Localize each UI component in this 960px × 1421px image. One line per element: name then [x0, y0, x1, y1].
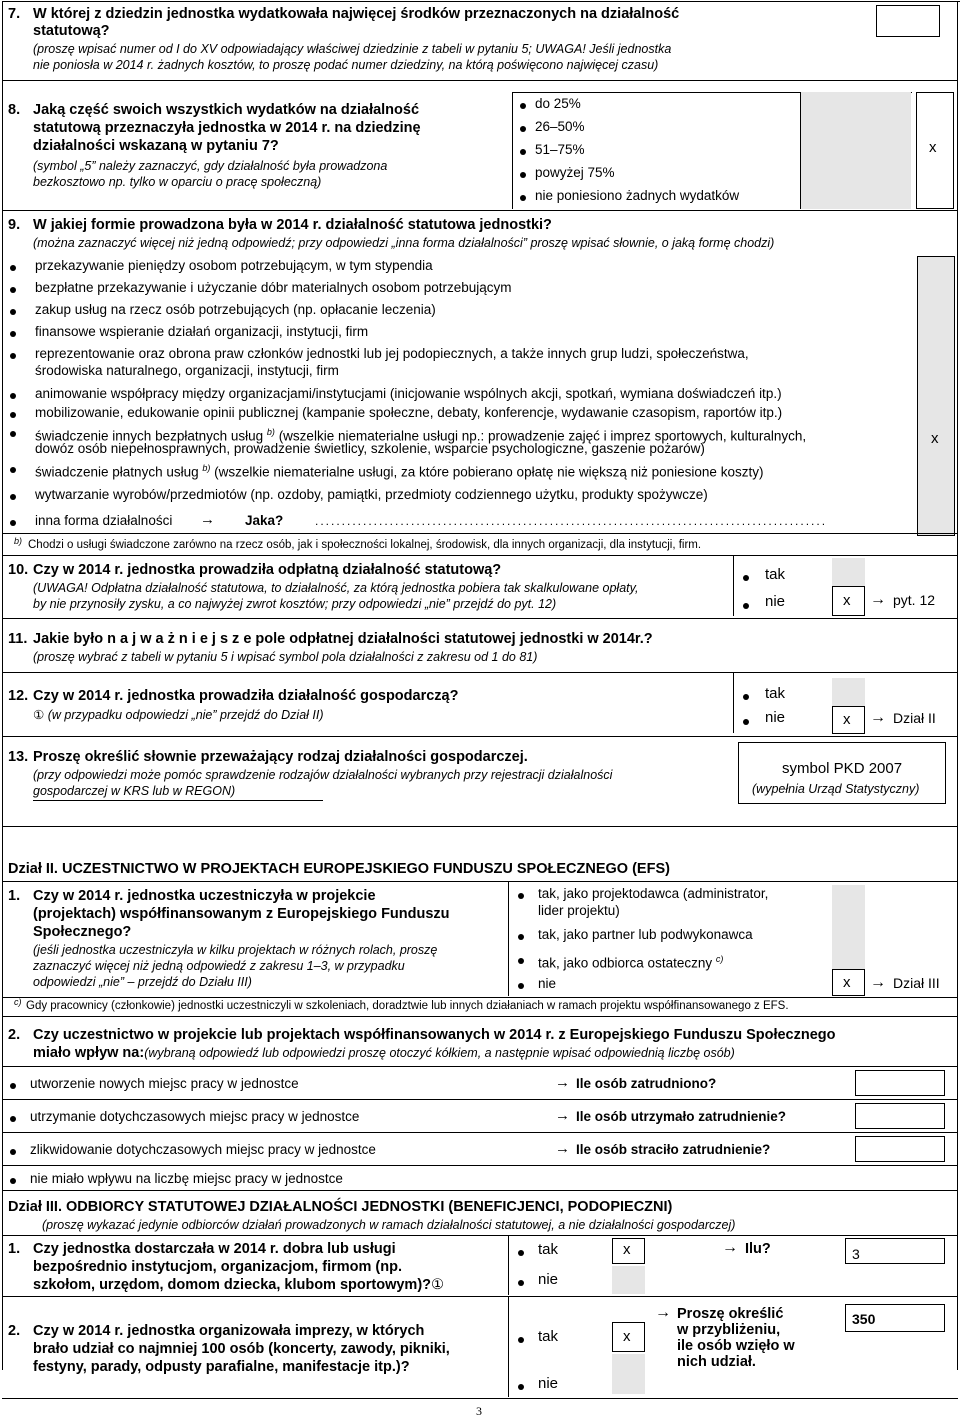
dzial3-q2-x-mark: x: [623, 1328, 631, 1345]
q9-option-label: bezpłatne przekazywanie i użyczanie dóbr materialnych osobom potrzebującym: [35, 280, 512, 295]
q10-yes-label: tak: [765, 566, 786, 583]
q7-answer-box[interactable]: [876, 5, 940, 37]
dzial2-q1-title-cont: (projektach) współfinansowanym z Europejskiego Funduszu: [33, 906, 450, 922]
dzial2-q2-option-label: utrzymanie dotychczasowych miejsc pracy w jednostce: [30, 1109, 360, 1124]
arrow-right-icon: →: [555, 1107, 570, 1124]
q10-goto[interactable]: pyt. 12: [893, 592, 936, 608]
dzial3-q2-title-cont: brało udział co najmniej 100 osób (koncerty, zawody, pikniki,: [33, 1341, 450, 1357]
bullet-icon: [10, 1083, 16, 1089]
q10-options-left: [733, 556, 734, 616]
q7-note-cont: nie poniosła w 2014 r. żadnych kosztów, to proszę podać numer dziedziny, na którą poświęcono najwięcej czasu): [33, 58, 659, 72]
dzial3-q2-number: 2.: [8, 1323, 21, 1339]
q12-x-mark: x: [843, 711, 851, 728]
q12-number: 12.: [8, 688, 29, 704]
divider: [2, 1132, 958, 1133]
q13-underline: [33, 800, 323, 801]
q10-note-cont: by nie przynosiły zysku, a co najwyżej zwrot kosztów; przy odpowiedzi „nie” przejdź do pyt. 12): [33, 597, 557, 611]
divider: [2, 1099, 958, 1100]
dzial3-options-left: [508, 1236, 509, 1295]
bullet-icon: [10, 331, 16, 337]
divider: [2, 736, 958, 737]
q11-number: 11.: [8, 631, 28, 647]
bullet-icon: [10, 412, 16, 418]
q13-title: Proszę określić słownie przeważający rodzaj działalności gospodarczej.: [33, 749, 528, 765]
bullet-icon: [518, 983, 524, 989]
dzial2-q2-count-box[interactable]: [855, 1103, 945, 1129]
q8-option-label: 26–50%: [535, 119, 585, 134]
q12-yes-cell[interactable]: [832, 678, 865, 706]
dzial2-goto[interactable]: Dział III: [893, 975, 940, 991]
bullet-icon: [10, 1178, 16, 1184]
bullet-icon: [10, 287, 16, 293]
arrow-right-icon: →: [870, 974, 886, 991]
dzial3-q2-yes-label: tak: [538, 1328, 559, 1345]
dzial3-q2-no-cell[interactable]: [612, 1354, 645, 1394]
dzial3-q2-ask-cont3: nich udział.: [677, 1354, 756, 1370]
bullet-icon: [518, 1337, 524, 1343]
dzial2-option-label: nie: [538, 976, 557, 991]
dzial2-options-left: [508, 881, 509, 996]
divider: [2, 1016, 958, 1017]
dzial3-q2-ask-cont: w przybliżeniu,: [677, 1322, 781, 1338]
bullet-icon: [518, 934, 524, 940]
dzial3-q1-yes-label: tak: [538, 1241, 559, 1258]
divider: [2, 881, 958, 882]
q13-note: (przy odpowiedzi może pomóc sprawdzenie rodzajów działalności wybranych przy rejestracji działalności: [33, 768, 613, 782]
dzial2-option-label: tak, jako odbiorca ostateczny $^{c)}$: [538, 954, 724, 971]
divider: [2, 1235, 958, 1236]
info-circle-icon: ①: [33, 708, 45, 722]
q11-title: Jakie było n a j w a ż n i e j s z e pole odpłatnej działalności statutowej jednostki w 2014r.?: [33, 631, 653, 647]
q8-option-label: nie poniesiono żadnych wydatków: [535, 188, 740, 203]
dzial3-q2-options-left: [508, 1297, 509, 1397]
bullet-icon: [10, 309, 16, 315]
q10-no-label: nie: [765, 593, 786, 610]
dzial2-x-mark: x: [843, 974, 851, 991]
bullet-icon: [10, 520, 16, 526]
dzial3-q1-x-mark: x: [623, 1241, 631, 1258]
q12-options-left: [733, 673, 734, 733]
q8-shade: [801, 92, 911, 209]
q7-number: 7.: [8, 6, 21, 22]
footnote-c-marker: c): [14, 997, 22, 1007]
q8-title: Jaką część swoich wszystkich wydatków na działalność: [33, 102, 420, 118]
dzial2-q2-title: Czy uczestnictwo w projekcie lub projektach współfinansowanych w 2014 r. z Europejskiego Funduszu Społecznego: [33, 1027, 836, 1043]
q8-option-label: do 25%: [535, 96, 581, 111]
q8-x-mark: x: [929, 139, 937, 156]
bullet-icon: [743, 603, 749, 609]
q9-option-label: wytwarzanie wyrobów/przedmiotów (np. ozdoby, pamiątki, przedmioty codziennego użytku, produkty spożywcze): [35, 487, 708, 502]
arrow-right-icon: →: [555, 1074, 570, 1091]
q10-number: 10.: [8, 562, 29, 578]
dzial2-option-label: tak, jako partner lub podwykonawca: [538, 927, 753, 942]
q9-option-label: zakup usług na rzecz osób potrzebujących (np. opłacanie leczenia): [35, 302, 436, 317]
dzial2-q1-title-cont2: Społecznego?: [33, 924, 132, 940]
divider: [2, 210, 958, 211]
q13-number: 13.: [8, 749, 29, 765]
q7-note: (proszę wpisać numer od I do XV odpowiadający właściwej dziedzinie z tabeli w pytaniu 5; UWAGA! Jeśli jednostka: [33, 42, 672, 56]
divider: [2, 997, 958, 998]
arrow-right-icon: →: [722, 1239, 738, 1256]
dzial2-option-label-cont: lider projektu): [538, 903, 620, 918]
dzial3-q2-ask-cont2: ile osób wzięło w: [677, 1338, 795, 1354]
dzial3-q2-count-value: 350: [852, 1311, 876, 1327]
q9-option-label-cont: dowóz osób niepełnosprawnych, prowadzenie świetlicy, szkolenie, wsparcie psychologiczne, gaszenie pożarów): [35, 441, 705, 456]
dzial3-q2-no-label: nie: [538, 1375, 559, 1392]
dzial3-note: (proszę wykazać jedynie odbiorców działań prowadzonych w ramach działalności statutowej, a nie działalności gospodarczej): [42, 1218, 736, 1232]
q9-answer-column[interactable]: [917, 256, 955, 536]
q9-option-label: animowanie współpracy między organizacjami/instytucjami (inicjowanie wspólnych akcji, spotkań, wymiana doświadczeń itp.): [35, 386, 782, 401]
q9-option-label: przekazywanie pieniędzy osobom potrzebującym, w tym stypendia: [35, 258, 433, 273]
bullet-icon: [520, 149, 526, 155]
q8-options-left: [512, 92, 513, 209]
q12-note: ① (w przypadku odpowiedzi „nie” przejdź do Dział II): [33, 708, 324, 722]
q12-yes-label: tak: [765, 685, 786, 702]
bottom-rule: [2, 1398, 958, 1399]
arrow-right-icon: →: [555, 1140, 570, 1157]
dzial2-q1-title: Czy w 2014 r. jednostka uczestniczyła w projekcie: [33, 888, 376, 904]
bullet-icon: [743, 694, 749, 700]
bullet-icon: [10, 1149, 16, 1155]
bullet-icon: [10, 265, 16, 271]
dzial2-q2-title-cont: miało wpływ na:(wybraną odpowiedź lub odpowiedzi proszę otoczyć kółkiem, a następnie wpisać odpowiednią liczbę osób): [33, 1045, 735, 1061]
divider: [2, 618, 958, 619]
dzial2-shade: [832, 885, 865, 969]
dzial3-q2-ask: Proszę określić: [677, 1306, 784, 1322]
q9-number: 9.: [8, 217, 21, 233]
q8-number: 8.: [8, 102, 21, 118]
q12-goto[interactable]: Dział II: [893, 710, 936, 726]
q9-option-label: inna forma działalności: [35, 513, 173, 528]
q13-pkd-note: (wypełnia Urząd Statystyczny): [752, 782, 920, 796]
divider: [2, 555, 958, 556]
q8-note: (symbol „5” należy zaznaczyć, gdy działalność była prowadzona: [33, 159, 388, 173]
bullet-icon: [518, 1280, 524, 1286]
bullet-icon: [520, 126, 526, 132]
dzial3-q1-ilu: Ilu?: [745, 1241, 771, 1257]
bullet-icon: [10, 1116, 16, 1122]
dzial2-q2-ask: Ile osób zatrudniono?: [576, 1076, 717, 1091]
arrow-right-icon: →: [200, 511, 215, 528]
q13-pkd-label: symbol PKD 2007: [782, 760, 903, 777]
divider: [2, 533, 958, 534]
footnote-b: Chodzi o usługi świadczone zarówno na rzecz osób, jak i społeczności lokalnej, środowisk, dla innych organizacji, dla instytucji, firm.: [28, 539, 702, 551]
q12-no-label: nie: [765, 709, 786, 726]
q8-note-cont: bezkosztowo np. tylko w oparciu o pracę społeczną): [33, 175, 322, 189]
dzial2-q1-note-cont: zaznaczyć więcej niż jedną odpowiedź z zakresu 1–3, w przypadku: [33, 959, 405, 973]
bullet-icon: [10, 467, 16, 473]
dzial2-q2-number: 2.: [8, 1027, 21, 1043]
bullet-icon: [743, 719, 749, 725]
q7-title: W której z dziedzin jednostka wydatkowała najwięcej środków przeznaczonych na działalność: [33, 6, 680, 22]
bullet-icon: [518, 1250, 524, 1256]
q9-option-label: finansowe wspieranie działań organizacji, instytucji, firm: [35, 324, 369, 339]
arrow-right-icon: →: [655, 1304, 671, 1321]
dzial2-q1-note-cont2: odpowiedzi „nie” – przejdź do Działu III): [33, 975, 252, 989]
q7-title-cont: statutową?: [33, 23, 110, 39]
divider: [2, 672, 958, 673]
q11-note: (proszę wybrać z tabeli w pytaniu 5 i wpisać symbol pola działalności z zakresu od 1 do 81): [33, 650, 538, 664]
q10-yes-cell[interactable]: [832, 558, 865, 586]
bullet-icon: [10, 431, 16, 437]
bullet-icon: [10, 393, 16, 399]
divider: [2, 1165, 958, 1166]
bullet-icon: [518, 893, 524, 899]
dzial2-title: Dział II. UCZESTNICTWO W PROJEKTACH EUROPEJSKIEGO FUNDUSZU SPOŁECZNEGO (EFS): [8, 861, 670, 877]
dzial2-q2-ask: Ile osób straciło zatrudnienie?: [576, 1142, 771, 1157]
dzial2-q1-note: (jeśli jednostka uczestniczyła w kilku projektach w różnych rolach, proszę: [33, 943, 438, 957]
dzial2-q2-count-box[interactable]: [855, 1070, 945, 1096]
q9-jaka-label: Jaka?: [245, 513, 284, 528]
dzial2-q2-ask: Ile osób utrzymało zatrudnienie?: [576, 1109, 787, 1124]
dzial3-q1-count-box[interactable]: [845, 1238, 945, 1264]
q9-option-label: świadczenie płatnych usług $^{b)}$ (wszelkie niematerialne usługi, za które pobierano opłatę nie większą niż poniesione koszty): [35, 463, 764, 480]
q8-option-label: 51–75%: [535, 142, 585, 157]
dzial3-q1-number: 1.: [8, 1241, 21, 1257]
dzial2-q2-option-label: utworzenie nowych miejsc pracy w jednostce: [30, 1076, 299, 1091]
info-circle-icon: ①: [431, 1277, 444, 1293]
dzial3-q1-title-cont2: szkołom, urzędom, domom dziecka, klubom sportowym)?①: [33, 1277, 444, 1293]
q9-option-label-cont: środowiska naturalnego, organizacji, instytucji, firm: [35, 363, 339, 378]
bullet-icon: [520, 195, 526, 201]
q9-option-label: świadczenie innych bezpłatnych usług $^{b)}$ (wszelkie niematerialne usługi np.: prowadzenie zajęć i imprez sportowych, kulturalnych,: [35, 427, 807, 444]
q9-x-mark: x: [931, 430, 939, 447]
bullet-icon: [518, 958, 524, 964]
top-rule: [2, 1, 960, 2]
q9-option-label: reprezentowanie oraz obrona praw członków jednostki lub jej podopiecznych, a także innych grup ludzi, społeczeństwa,: [35, 346, 749, 361]
dzial3-q2-title: Czy w 2014 r. jednostka organizowała imprezy, w których: [33, 1323, 425, 1339]
page-number: 3: [476, 1404, 482, 1418]
dzial3-q1-no-cell[interactable]: [612, 1266, 645, 1294]
footnote-b-marker: b): [14, 536, 23, 546]
q10-note: (UWAGA! Odpłatna działalność statutowa, to działalność, za którą jednostka pobiera tak skalkulowane opłaty,: [33, 581, 639, 595]
dzial2-q1-number: 1.: [8, 888, 21, 904]
q10-x-mark: x: [843, 592, 851, 609]
q9-title: W jakiej formie prowadzona była w 2014 r. działalność statutowa jednostki?: [33, 217, 552, 233]
dzial3-q1-title: Czy jednostka dostarczała w 2014 r. dobra lub usługi: [33, 1241, 396, 1257]
divider: [2, 80, 958, 81]
q9-jaka-field[interactable]: ................................................................................................: [315, 514, 828, 528]
bullet-icon: [10, 494, 16, 500]
dzial3-q1-count-value: 3: [852, 1246, 860, 1262]
bullet-icon: [520, 103, 526, 109]
arrow-right-icon: →: [870, 591, 886, 608]
bullet-icon: [743, 575, 749, 581]
q12-title: Czy w 2014 r. jednostka prowadziła działalność gospodarczą?: [33, 688, 459, 704]
q9-option-label: mobilizowanie, edukowanie opinii publicznej (kampanie społeczne, debaty, konferencje, wydawanie czasopism, raportów itp.): [35, 405, 783, 420]
q8-title-cont2: działalności wskazaną w pytaniu 7?: [33, 138, 279, 154]
arrow-right-icon: →: [870, 709, 886, 726]
divider: [2, 1066, 958, 1067]
dzial2-option-label: tak, jako projektodawca (administrator,: [538, 886, 769, 901]
q13-note-cont: gospodarczej w KRS lub w REGON): [33, 784, 236, 798]
dzial2-q2-option-label: zlikwidowanie dotychczasowych miejsc pracy w jednostce: [30, 1142, 376, 1157]
dzial2-q2-option-label: nie miało wpływu na liczbę miejsc pracy w jednostce: [30, 1171, 343, 1186]
dzial3-title: Dział III. ODBIORCY STATUTOWEJ DZIAŁALNOŚCI JEDNOSTKI (BENEFICJENCI, PODOPIECZNI): [8, 1199, 673, 1215]
bullet-icon: [10, 353, 16, 359]
divider: [2, 1296, 958, 1297]
q8-option-label: powyżej 75%: [535, 165, 615, 180]
dzial3-q1-title-cont: bezpośrednio instytucjom, organizacjom, firmom (np.: [33, 1259, 402, 1275]
dzial3-q1-no-label: nie: [538, 1271, 559, 1288]
bullet-icon: [518, 1384, 524, 1390]
dzial2-q2-count-box[interactable]: [855, 1136, 945, 1162]
footnote-c: Gdy pracownicy (członkowie) jednostki uczestniczyli w szkoleniach, doradztwie lub innych działaniach w ramach projektu współfinansowanego z EFS.: [26, 1000, 789, 1012]
q10-title: Czy w 2014 r. jednostka prowadziła odpłatną działalność statutową?: [33, 562, 502, 578]
bullet-icon: [520, 172, 526, 178]
q8-title-cont: statutową przeznaczyła jednostka w 2014 r. na dziedzinę: [33, 120, 421, 136]
q9-note: (można zaznaczyć więcej niż jedną odpowiedź; przy odpowiedzi „inna forma działalności” proszę wpisać słownie, o jaką formę chodzi): [33, 236, 775, 250]
divider: [2, 826, 958, 827]
dzial3-q2-title-cont2: festyny, parady, odpusty parafialne, manifestacje itp.)?: [33, 1359, 410, 1375]
divider: [2, 1190, 958, 1191]
